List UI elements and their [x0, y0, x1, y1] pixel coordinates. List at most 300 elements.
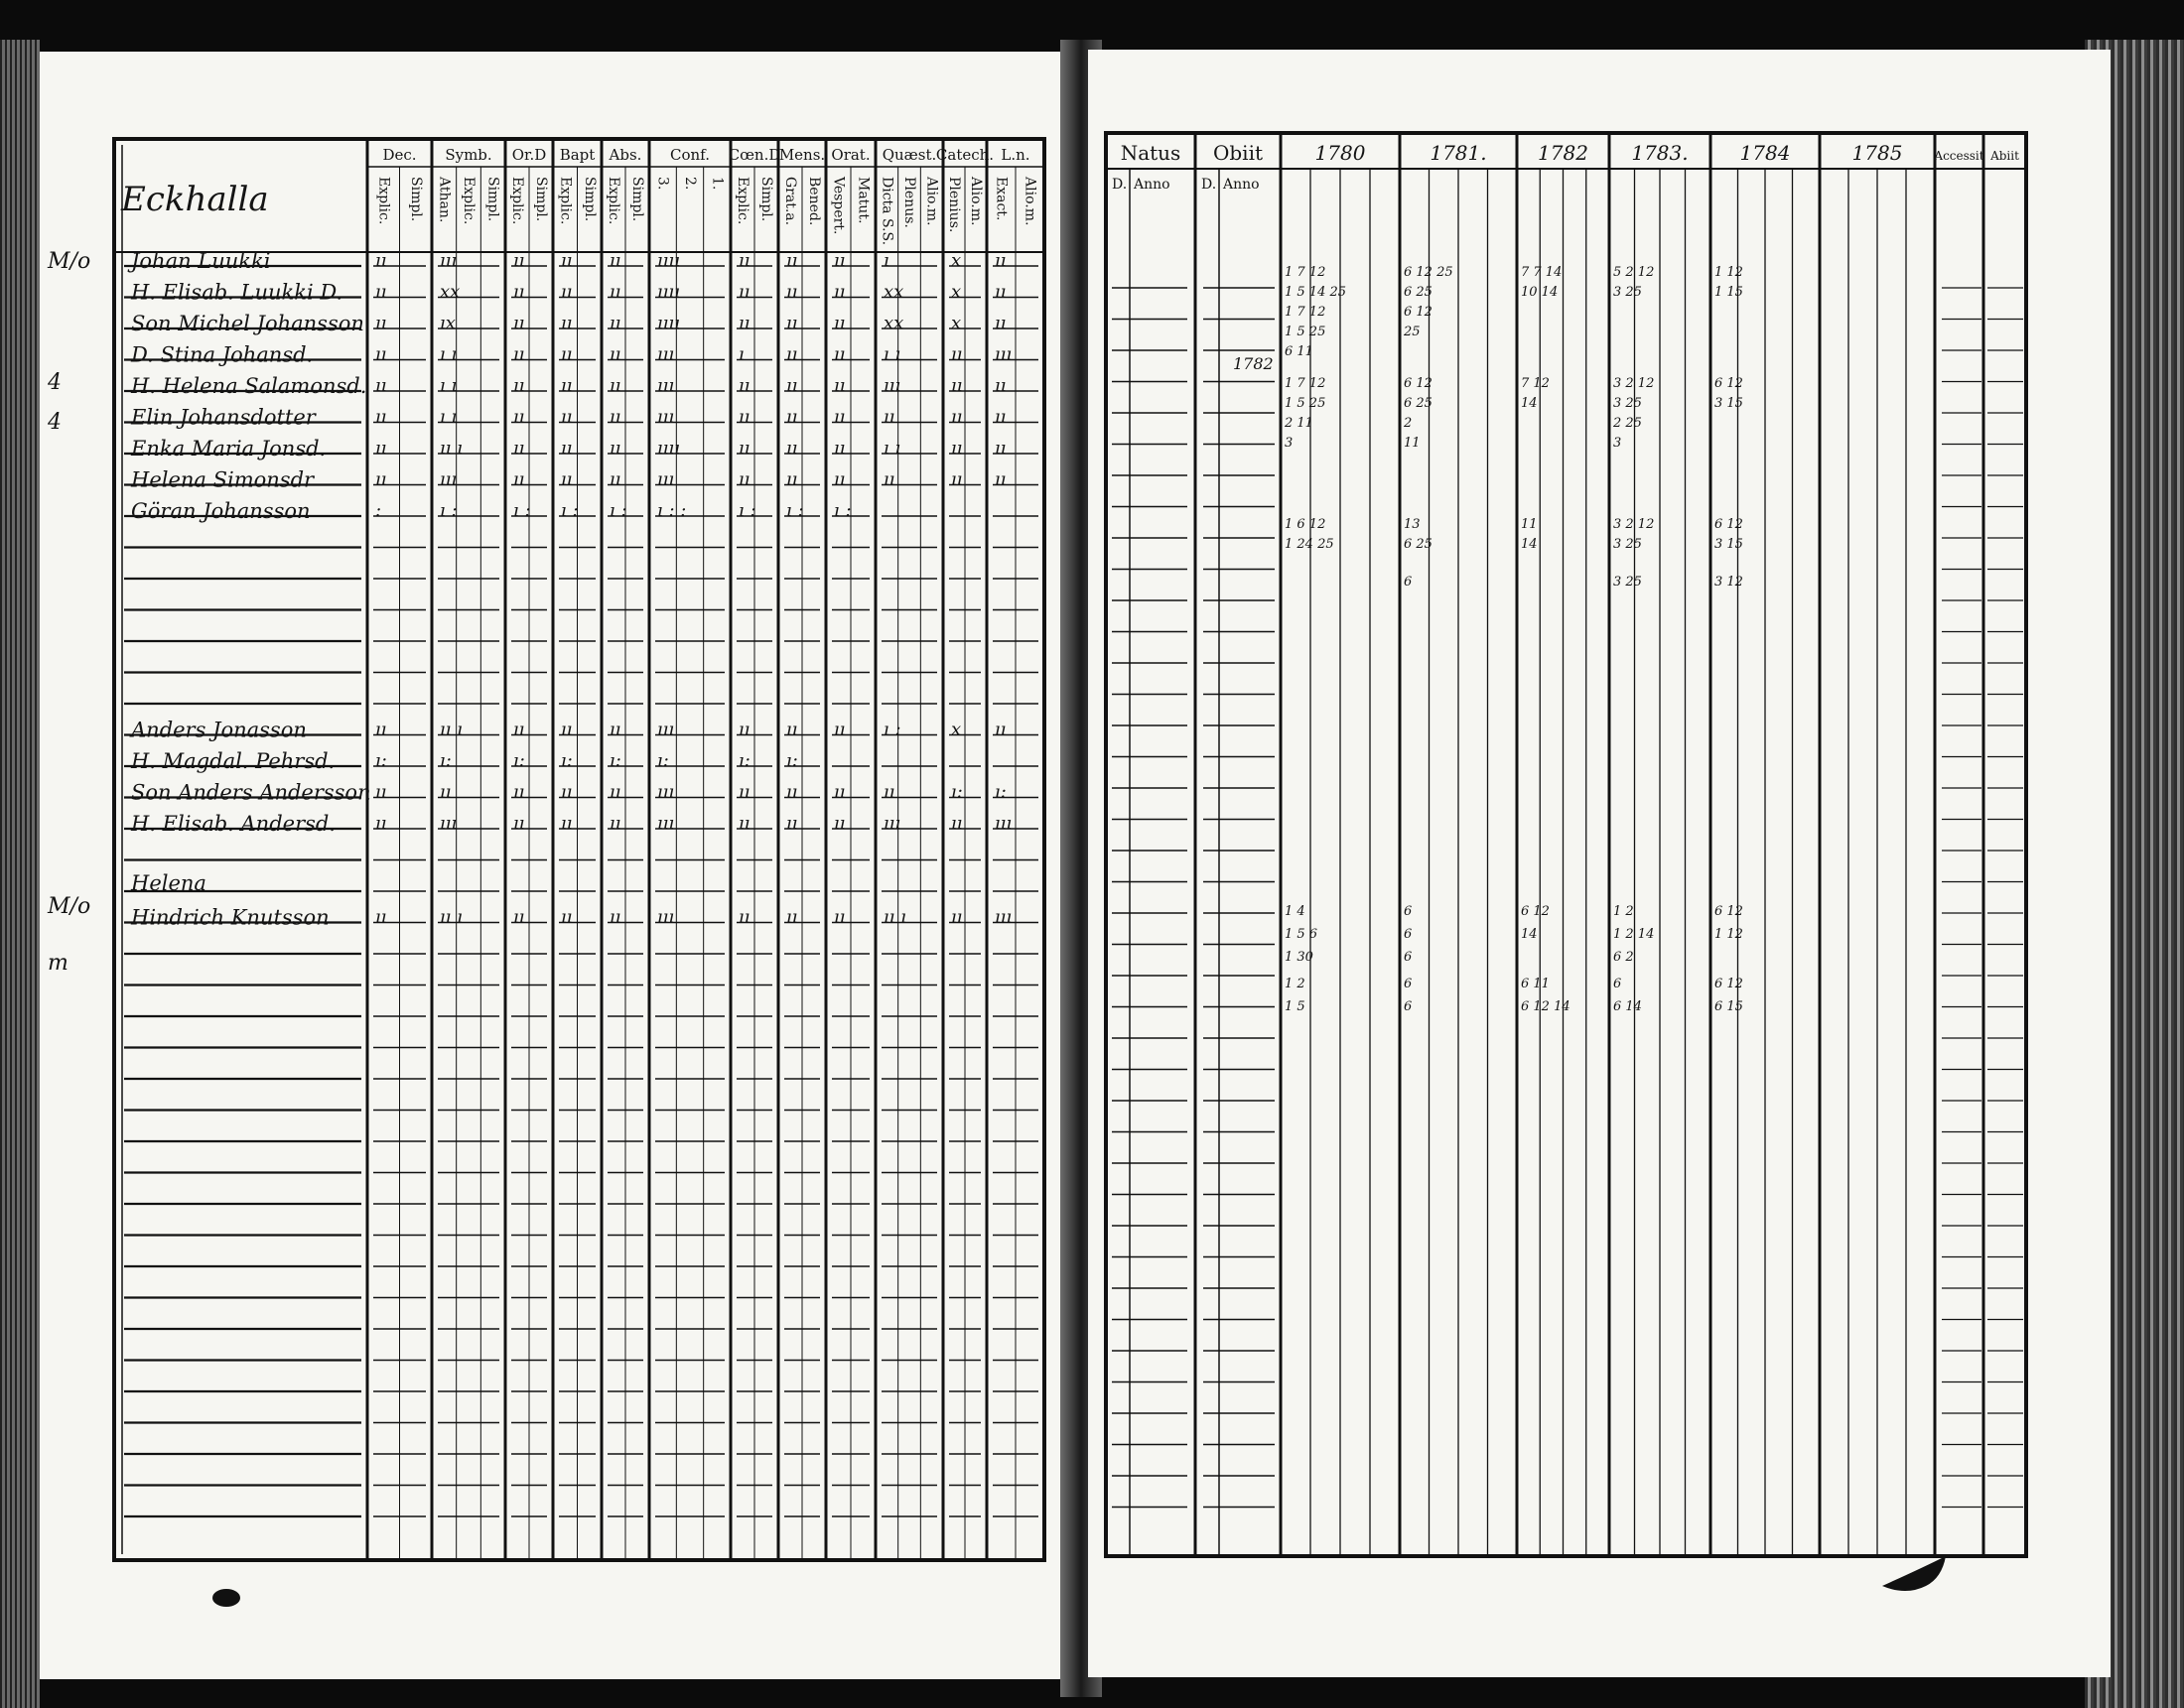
knowledge-mark: ııı	[657, 343, 675, 365]
person-name: Helena	[131, 870, 206, 895]
knowledge-mark: ı :	[739, 500, 756, 521]
knowledge-mark: ııı	[995, 343, 1013, 365]
exam-entry: 3 15	[1714, 396, 1743, 411]
knowledge-mark: ıı	[739, 438, 751, 459]
column-header: 1784	[1739, 141, 1791, 165]
knowledge-mark: ıı	[739, 375, 751, 396]
column-subheader: Alio.m.	[1022, 177, 1038, 226]
person-name: H. Elisab. Andersd.	[131, 812, 337, 836]
exam-entry: 25	[1404, 325, 1421, 339]
knowledge-mark: ıı	[610, 468, 621, 490]
exam-entry: 1 15	[1714, 285, 1743, 300]
column-subheader: Simpl.	[629, 177, 645, 222]
knowledge-mark: ıı	[786, 343, 798, 365]
knowledge-mark: ıı	[610, 313, 621, 333]
knowledge-mark: ıı	[561, 813, 573, 834]
knowledge-mark: x	[951, 719, 962, 740]
knowledge-mark: ı :	[513, 500, 531, 521]
knowledge-mark: ıı	[834, 438, 846, 459]
knowledge-mark: ıı	[610, 281, 621, 303]
column-subheader: D.	[1112, 177, 1128, 193]
knowledge-mark: ıı	[375, 250, 387, 271]
knowledge-mark: ııı	[440, 250, 458, 271]
exam-entry: 1 6 12	[1285, 517, 1326, 532]
ink-blot	[212, 1589, 240, 1607]
knowledge-mark: ı :	[884, 719, 901, 740]
knowledge-mark: ıı	[739, 281, 751, 303]
knowledge-mark: ıx	[440, 313, 456, 333]
knowledge-mark: ı:	[610, 750, 621, 771]
exam-entry: 1 2	[1613, 904, 1634, 919]
knowledge-mark: x	[951, 250, 962, 271]
column-subheader: Simpl.	[758, 177, 774, 222]
knowledge-mark: ıı	[995, 468, 1007, 490]
column-header: Bapt	[559, 146, 596, 164]
knowledge-mark: xx	[884, 281, 904, 303]
knowledge-mark: ıı	[610, 813, 621, 834]
column-subheader: Matut.	[855, 177, 872, 224]
knowledge-mark: ı : :	[657, 500, 687, 521]
knowledge-mark: ııı	[884, 813, 901, 834]
column-subheader: Dicta S.S.	[879, 177, 895, 246]
knowledge-mark: ı	[739, 343, 745, 365]
knowledge-mark: ıı	[375, 375, 387, 396]
exam-entry: 1 5 25	[1285, 325, 1326, 339]
exam-entry: 3 25	[1613, 575, 1642, 590]
column-header: Or.D	[511, 146, 547, 164]
person-name: H. Helena Salamonsd.	[131, 374, 367, 398]
knowledge-mark: ıı	[739, 406, 751, 428]
knowledge-mark: ııı	[657, 468, 675, 490]
knowledge-mark: ıı	[375, 313, 387, 333]
exam-entry: 6	[1404, 950, 1413, 965]
knowledge-mark: ıı	[375, 343, 387, 365]
knowledge-mark: ıı	[513, 813, 525, 834]
exam-entry: 6 12	[1714, 904, 1743, 919]
knowledge-mark: ııı	[884, 375, 901, 396]
knowledge-mark: ıı	[375, 438, 387, 459]
knowledge-mark: ıı	[834, 313, 846, 333]
knowledge-mark: ıı	[834, 906, 846, 928]
knowledge-mark: ıı	[440, 781, 452, 803]
column-subheader: Plenius.	[946, 177, 962, 233]
column-header: 1780	[1314, 141, 1366, 165]
knowledge-mark: ıı	[786, 281, 798, 303]
column-subheader: Alio.m.	[968, 177, 984, 226]
knowledge-mark: ı:	[561, 750, 573, 771]
column-subheader: Plenus.	[901, 177, 917, 228]
knowledge-mark: ıı	[786, 719, 798, 740]
column-subheader: Simpl.	[407, 177, 424, 222]
knowledge-mark: ıı	[610, 406, 621, 428]
person-name: Son Michel Johansson	[131, 312, 364, 335]
column-subheader: Athan.	[436, 177, 453, 223]
knowledge-mark: ıı	[995, 719, 1007, 740]
exam-entry: 3	[1613, 436, 1622, 451]
knowledge-mark: ı:	[375, 750, 387, 771]
knowledge-mark: ı:	[739, 750, 751, 771]
exam-entry: 6 25	[1404, 285, 1433, 300]
column-subheader: D.	[1201, 177, 1217, 193]
exam-entry: 6 12	[1714, 376, 1743, 391]
knowledge-mark: ıı	[375, 281, 387, 303]
exam-entry: 1 2 14	[1613, 927, 1655, 942]
column-subheader: Exact.	[993, 177, 1010, 221]
exam-entry: 6 12 25	[1404, 265, 1453, 280]
knowledge-mark: ıı	[995, 406, 1007, 428]
knowledge-mark: ıı	[786, 813, 798, 834]
knowledge-mark: ı :	[610, 500, 627, 521]
knowledge-mark: ıı	[610, 375, 621, 396]
column-header: Quæst.	[882, 146, 937, 164]
knowledge-mark: ıı	[513, 250, 525, 271]
knowledge-mark: ıı	[513, 313, 525, 333]
column-subheader: Anno	[1223, 177, 1260, 193]
exam-entry: 14	[1521, 396, 1538, 411]
column-subheader: Simpl.	[581, 177, 598, 222]
person-name: Göran Johansson	[131, 499, 311, 523]
exam-entry: 1 7 12	[1285, 376, 1326, 391]
knowledge-mark: ıı	[951, 343, 963, 365]
margin-mark: m	[48, 951, 68, 976]
person-name: Anders Jonasson	[131, 718, 307, 742]
knowledge-mark: ııı	[440, 813, 458, 834]
exam-entry: 1 2	[1285, 977, 1305, 991]
knowledge-mark: ıı	[739, 468, 751, 490]
column-subheader: Vespert.	[830, 177, 847, 235]
knowledge-mark: ıı	[513, 375, 525, 396]
knowledge-mark: ıı	[561, 438, 573, 459]
knowledge-mark: ıı	[834, 406, 846, 428]
knowledge-mark: ı ı	[884, 438, 901, 459]
person-name: H. Magdal. Pehrsd.	[131, 749, 336, 773]
knowledge-mark: ıı	[375, 813, 387, 834]
knowledge-mark: ıı	[786, 375, 798, 396]
knowledge-mark: ıııı	[657, 313, 681, 333]
knowledge-mark: ıı	[834, 468, 846, 490]
knowledge-mark: ı:	[513, 750, 525, 771]
knowledge-mark: ıı	[739, 813, 751, 834]
knowledge-mark: ıı	[610, 719, 621, 740]
person-name: D. Stina Johansd.	[131, 342, 314, 367]
knowledge-mark: ıı	[834, 343, 846, 365]
column-header: Abiit	[1990, 149, 2019, 163]
knowledge-mark: ıı	[375, 906, 387, 928]
exam-entry: 6 11	[1285, 344, 1313, 359]
knowledge-mark: ıı ı	[884, 906, 906, 928]
knowledge-mark: ıı	[610, 250, 621, 271]
knowledge-mark: ıı	[610, 906, 621, 928]
knowledge-mark: ıı	[786, 250, 798, 271]
column-header: 1781.	[1430, 141, 1487, 165]
knowledge-mark: ıı	[513, 906, 525, 928]
exam-entry: 11	[1521, 517, 1538, 532]
knowledge-mark: ıı	[739, 719, 751, 740]
knowledge-mark: ıı	[951, 406, 963, 428]
person-name: Hindrich Knutsson	[131, 905, 330, 930]
knowledge-mark: ıı	[834, 375, 846, 396]
knowledge-mark: ııı	[995, 813, 1013, 834]
knowledge-mark: ıı	[995, 313, 1007, 333]
knowledge-mark: ıı	[834, 281, 846, 303]
knowledge-mark: ıı	[834, 781, 846, 803]
exam-entry: 3 25	[1613, 285, 1642, 300]
knowledge-mark: ı ı	[440, 406, 458, 428]
knowledge-mark: ıı	[561, 781, 573, 803]
knowledge-mark: ıı	[884, 468, 895, 490]
knowledge-mark: ıı	[610, 781, 621, 803]
knowledge-mark: ıı	[786, 438, 798, 459]
knowledge-mark: ıı	[951, 813, 963, 834]
person-name: Enka Maria Jonsd.	[131, 437, 327, 460]
knowledge-mark: ıı	[739, 781, 751, 803]
column-header: L.n.	[1001, 146, 1030, 164]
knowledge-mark: ıı	[786, 406, 798, 428]
knowledge-mark: ııı	[657, 406, 675, 428]
village-name: Eckhalla	[121, 180, 269, 219]
knowledge-mark: ıı	[786, 313, 798, 333]
exam-entry: 6 12	[1404, 376, 1433, 391]
knowledge-mark: ıı	[786, 906, 798, 928]
exam-entry: 1 12	[1714, 265, 1743, 280]
column-header: Mens.	[778, 146, 826, 164]
knowledge-mark: ııı	[657, 719, 675, 740]
knowledge-mark: ıı	[995, 438, 1007, 459]
exam-entry: 6 25	[1404, 537, 1433, 552]
knowledge-mark: ıı	[995, 281, 1007, 303]
column-subheader: Alio.m.	[923, 177, 940, 226]
left-register-page	[40, 52, 1072, 1679]
column-header: Symb.	[445, 146, 492, 164]
exam-entry: 2 11	[1285, 416, 1313, 431]
exam-entry: 6	[1404, 927, 1413, 942]
exam-entry: 6 12	[1714, 517, 1743, 532]
exam-entry: 6 12 14	[1521, 999, 1570, 1014]
knowledge-mark: ı:	[440, 750, 452, 771]
knowledge-mark: ıı	[513, 719, 525, 740]
exam-entry: 5 2 12	[1613, 265, 1655, 280]
exam-entry: 6 12	[1521, 904, 1550, 919]
exam-entry: 6	[1404, 999, 1413, 1014]
exam-entry: 7 7 14	[1521, 265, 1563, 280]
knowledge-mark: ıı	[951, 906, 963, 928]
table-frame	[1106, 133, 2026, 1556]
right-register-page	[1088, 50, 2111, 1677]
right-register-table	[1088, 50, 2111, 1677]
column-subheader: Explic.	[375, 177, 392, 225]
knowledge-mark: ıı	[513, 343, 525, 365]
knowledge-mark: ııı	[657, 906, 675, 928]
knowledge-mark: ı ı	[440, 343, 458, 365]
knowledge-mark: ıı	[375, 406, 387, 428]
exam-entry: 6 15	[1714, 999, 1743, 1014]
knowledge-mark: ıı	[739, 250, 751, 271]
exam-entry: 1 7 12	[1285, 305, 1326, 320]
knowledge-mark: ııı	[657, 781, 675, 803]
knowledge-mark: ııı	[657, 375, 675, 396]
knowledge-mark: ı :	[786, 500, 804, 521]
knowledge-mark: ıı	[739, 906, 751, 928]
exam-entry: 6 25	[1404, 396, 1433, 411]
knowledge-mark: x	[951, 313, 962, 333]
knowledge-mark: ıı	[513, 468, 525, 490]
exam-entry: 1 24 25	[1285, 537, 1334, 552]
knowledge-mark: ı :	[561, 500, 579, 521]
column-header: Cœn.D	[728, 146, 781, 164]
knowledge-mark: ııı	[440, 468, 458, 490]
exam-entry: 1 5	[1285, 999, 1305, 1014]
knowledge-mark: ıı	[995, 250, 1007, 271]
exam-entry: 6 11	[1521, 977, 1550, 991]
knowledge-mark: ıı	[561, 906, 573, 928]
exam-entry: 6 2	[1613, 950, 1634, 965]
column-subheader: Grat.a.	[782, 177, 798, 226]
knowledge-mark: ıı	[561, 281, 573, 303]
knowledge-mark: ı ı	[440, 375, 458, 396]
exam-entry: 11	[1404, 436, 1421, 451]
exam-entry: 1 7 12	[1285, 265, 1326, 280]
person-name: Son Anders Andersson	[131, 780, 371, 805]
knowledge-mark: ıı	[561, 250, 573, 271]
knowledge-mark: ıı	[884, 781, 895, 803]
person-name: Helena Simonsdr	[131, 467, 315, 492]
column-subheader: Explic.	[606, 177, 621, 225]
exam-entry: 6	[1404, 977, 1413, 991]
knowledge-mark: ıııı	[657, 250, 681, 271]
book-left-edge	[0, 40, 40, 1708]
knowledge-mark: ı :	[834, 500, 852, 521]
column-header: Abs.	[609, 146, 642, 164]
knowledge-mark: ı	[884, 250, 889, 271]
knowledge-mark: ıı	[513, 281, 525, 303]
exam-entry: 1 5 6	[1285, 927, 1318, 942]
column-subheader: 3.	[654, 177, 671, 191]
knowledge-mark: ıı	[610, 438, 621, 459]
knowledge-mark: ıı	[739, 313, 751, 333]
knowledge-mark: ıı	[834, 250, 846, 271]
exam-entry: 6 14	[1613, 999, 1642, 1014]
knowledge-mark: ıı	[561, 406, 573, 428]
knowledge-mark: ıı	[561, 375, 573, 396]
exam-entry: 1 30	[1285, 950, 1313, 965]
knowledge-mark: ıı ı	[440, 438, 463, 459]
exam-entry: 1 4	[1285, 904, 1305, 919]
knowledge-mark: ıı	[995, 375, 1007, 396]
column-subheader: Simpl.	[533, 177, 549, 222]
margin-mark: M/o	[48, 894, 91, 919]
exam-entry: 2 25	[1613, 416, 1642, 431]
knowledge-mark: ıı	[884, 406, 895, 428]
margin-mark: 4	[48, 370, 62, 395]
knowledge-mark: ı:	[995, 781, 1007, 803]
knowledge-mark: ıı	[834, 719, 846, 740]
column-header: Accessit	[1934, 149, 1984, 163]
column-header: Conf.	[670, 146, 710, 164]
exam-entry: 3 25	[1613, 396, 1642, 411]
column-subheader: Simpl.	[484, 177, 501, 222]
column-subheader: Explic.	[735, 177, 751, 225]
column-header: 1785	[1851, 141, 1903, 165]
exam-entry: 14	[1521, 537, 1538, 552]
exam-entry: 14	[1521, 927, 1538, 942]
knowledge-mark: ıı	[951, 438, 963, 459]
knowledge-mark: ııı	[657, 813, 675, 834]
exam-entry: 3 15	[1714, 537, 1743, 552]
exam-entry: 3 25	[1613, 537, 1642, 552]
knowledge-mark: ı:	[786, 750, 798, 771]
knowledge-mark: ıı	[561, 468, 573, 490]
knowledge-mark: ıı	[375, 781, 387, 803]
knowledge-mark: ı:	[951, 781, 963, 803]
column-subheader: 1.	[709, 177, 726, 191]
exam-entry: 6	[1404, 575, 1413, 590]
column-subheader: Explic.	[509, 177, 525, 225]
exam-entry: 6	[1613, 977, 1622, 991]
obiit-year: 1782	[1233, 354, 1274, 373]
exam-entry: 3 12	[1714, 575, 1743, 590]
knowledge-mark: ı:	[657, 750, 669, 771]
knowledge-mark: ıı	[513, 438, 525, 459]
knowledge-mark: ııı	[995, 906, 1013, 928]
column-header: Orat.	[831, 146, 871, 164]
exam-entry: 2	[1404, 416, 1413, 431]
knowledge-mark: ıı	[610, 343, 621, 365]
knowledge-mark: ıııı	[657, 438, 681, 459]
knowledge-mark: ıı	[834, 813, 846, 834]
column-header: Dec.	[382, 146, 417, 164]
knowledge-mark: ıı	[375, 468, 387, 490]
knowledge-mark: ı ı	[884, 343, 901, 365]
knowledge-mark: ıı	[786, 468, 798, 490]
left-register-table	[40, 52, 1072, 1679]
exam-entry: 13	[1404, 517, 1421, 532]
knowledge-mark: ıı	[513, 781, 525, 803]
column-subheader: Anno	[1134, 177, 1170, 193]
knowledge-mark: xx	[440, 281, 461, 303]
knowledge-mark: ıııı	[657, 281, 681, 303]
knowledge-mark: ıı	[786, 781, 798, 803]
exam-entry: 1 5 25	[1285, 396, 1326, 411]
exam-entry: 1 5 14 25	[1285, 285, 1347, 300]
exam-entry: 6 12	[1404, 305, 1433, 320]
column-header: Catech.	[935, 146, 995, 164]
column-subheader: Bened.	[806, 177, 822, 226]
knowledge-mark: ıı ı	[440, 906, 463, 928]
knowledge-mark: ı :	[440, 500, 458, 521]
ink-blot	[1882, 1556, 1946, 1591]
column-header: 1783.	[1631, 141, 1689, 165]
column-header: 1782	[1538, 141, 1588, 165]
knowledge-mark: ıı ı	[440, 719, 463, 740]
column-subheader: Explic.	[461, 177, 477, 225]
column-header: Obiit	[1212, 141, 1264, 165]
column-subheader: Explic.	[557, 177, 574, 225]
exam-entry: 3 2 12	[1613, 517, 1655, 532]
exam-entry: 3 2 12	[1613, 376, 1655, 391]
knowledge-mark: ıı	[375, 719, 387, 740]
exam-entry: 7 12	[1521, 376, 1550, 391]
knowledge-mark: :	[375, 500, 382, 521]
exam-entry: 10 14	[1521, 285, 1559, 300]
knowledge-mark: ıı	[513, 406, 525, 428]
knowledge-mark: ıı	[561, 719, 573, 740]
exam-entry: 1 12	[1714, 927, 1743, 942]
person-name: H. Elisab. Luukki D.	[131, 280, 343, 305]
knowledge-mark: ıı	[561, 343, 573, 365]
margin-mark: 4	[48, 410, 62, 435]
person-name: Elin Johansdotter	[131, 405, 316, 430]
exam-entry: 3	[1285, 436, 1294, 451]
